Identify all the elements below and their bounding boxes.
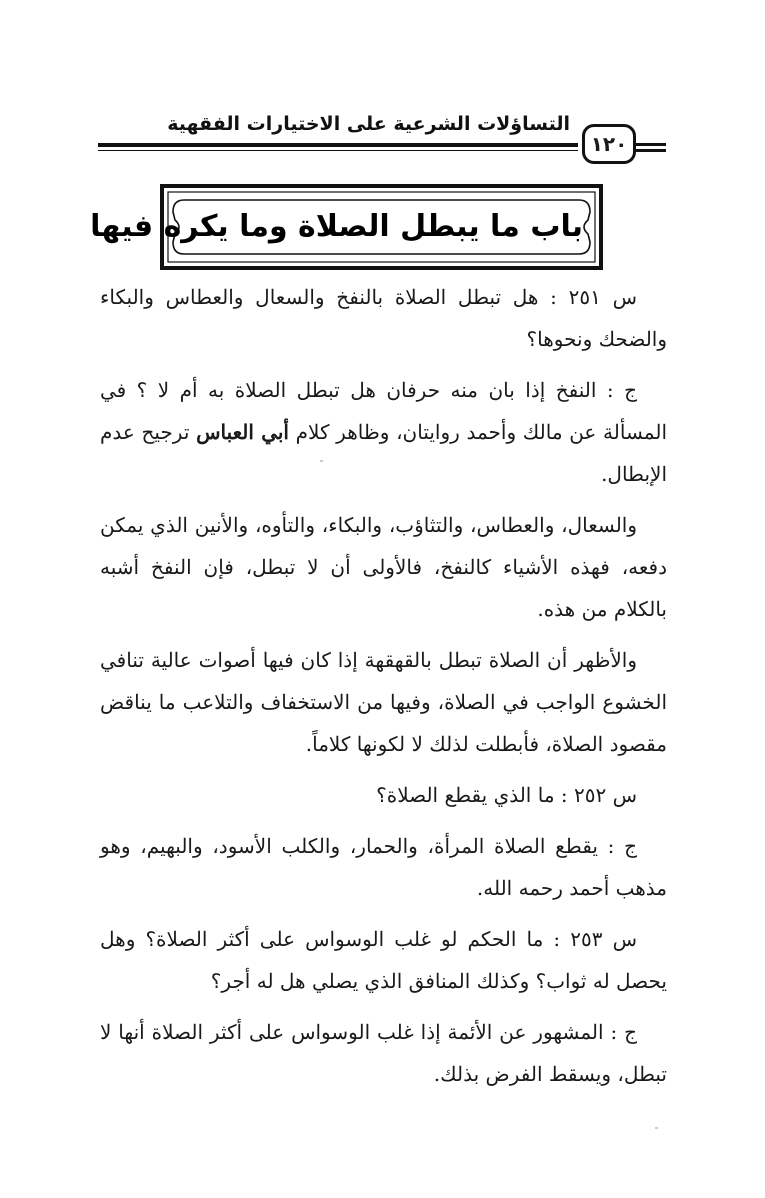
page-number-badge <box>582 124 636 164</box>
paragraph-sounds: والسعال، والعطاس، والتثاؤب، والبكاء، والتأوه، والأنين الذي يمكن دفعه، فهذه الأشياء كالنفخ، فالأولى أن لا تبطل، فإن النفخ أشبه بالكلام من هذه. <box>100 513 667 621</box>
page-number-tail-top <box>636 143 666 146</box>
answer-251-text: ج : النفخ إذا بان منه حرفان هل تبطل الصلاة به أم لا ؟ في المسألة عن مالك وأحمد روايتان، وظاهر كلام <box>100 378 668 444</box>
answer-251 <box>100 369 667 495</box>
answer-252: ج : يقطع الصلاة المرأة، والحمار، والكلب الأسود، والبهيم، وهو مذهب أحمد رحمه الله. <box>100 834 667 900</box>
running-header-title: التساؤلات الشرعية على الاختيارات الفقهية <box>167 113 570 135</box>
page-number-tail-bottom <box>636 149 666 152</box>
chapter-title-frame <box>90 184 603 270</box>
answer-253: ج : المشهور عن الأئمة إذا غلب الوسواس على أكثر الصلاة أنها لا تبطل، ويسقط الفرض بذلك. <box>100 1020 667 1086</box>
question-251: س ٢٥١ : هل تبطل الصلاة بالنفخ والسعال والعطاس والبكاء والضحك ونحوها؟ <box>100 285 667 351</box>
answer-251-text-end: ترجيح عدم الإبطال. <box>100 420 667 486</box>
chapter-title: باب ما يبطل الصلاة وما يكره فيها <box>90 209 583 244</box>
header-rule-thin <box>98 150 578 151</box>
header-rule-thick <box>98 143 578 147</box>
paragraph-laughter: والأظهر أن الصلاة تبطل بالقهقهة إذا كان فيها أصوات عالية تنافي الخشوع الواجب في الصلاة، وفيها من الاستخفاف والتلاعب ما يناقض مقصود الصلاة، فأبطلت لذلك لا لكونها كلاماً. <box>100 648 667 756</box>
question-252: س ٢٥٢ : ما الذي يقطع الصلاة؟ <box>376 783 637 807</box>
page-body <box>100 276 667 1095</box>
scan-speck <box>320 460 323 462</box>
page-number: ١٢٠ <box>590 132 628 156</box>
scholar-name: أبي العباس <box>196 420 289 444</box>
question-253: س ٢٥٣ : ما الحكم لو غلب الوسواس على أكثر الصلاة؟ وهل يحصل له ثواب؟ وكذلك المنافق الذي يصلي هل له أجر؟ <box>100 927 667 993</box>
scan-speck <box>655 1127 658 1129</box>
